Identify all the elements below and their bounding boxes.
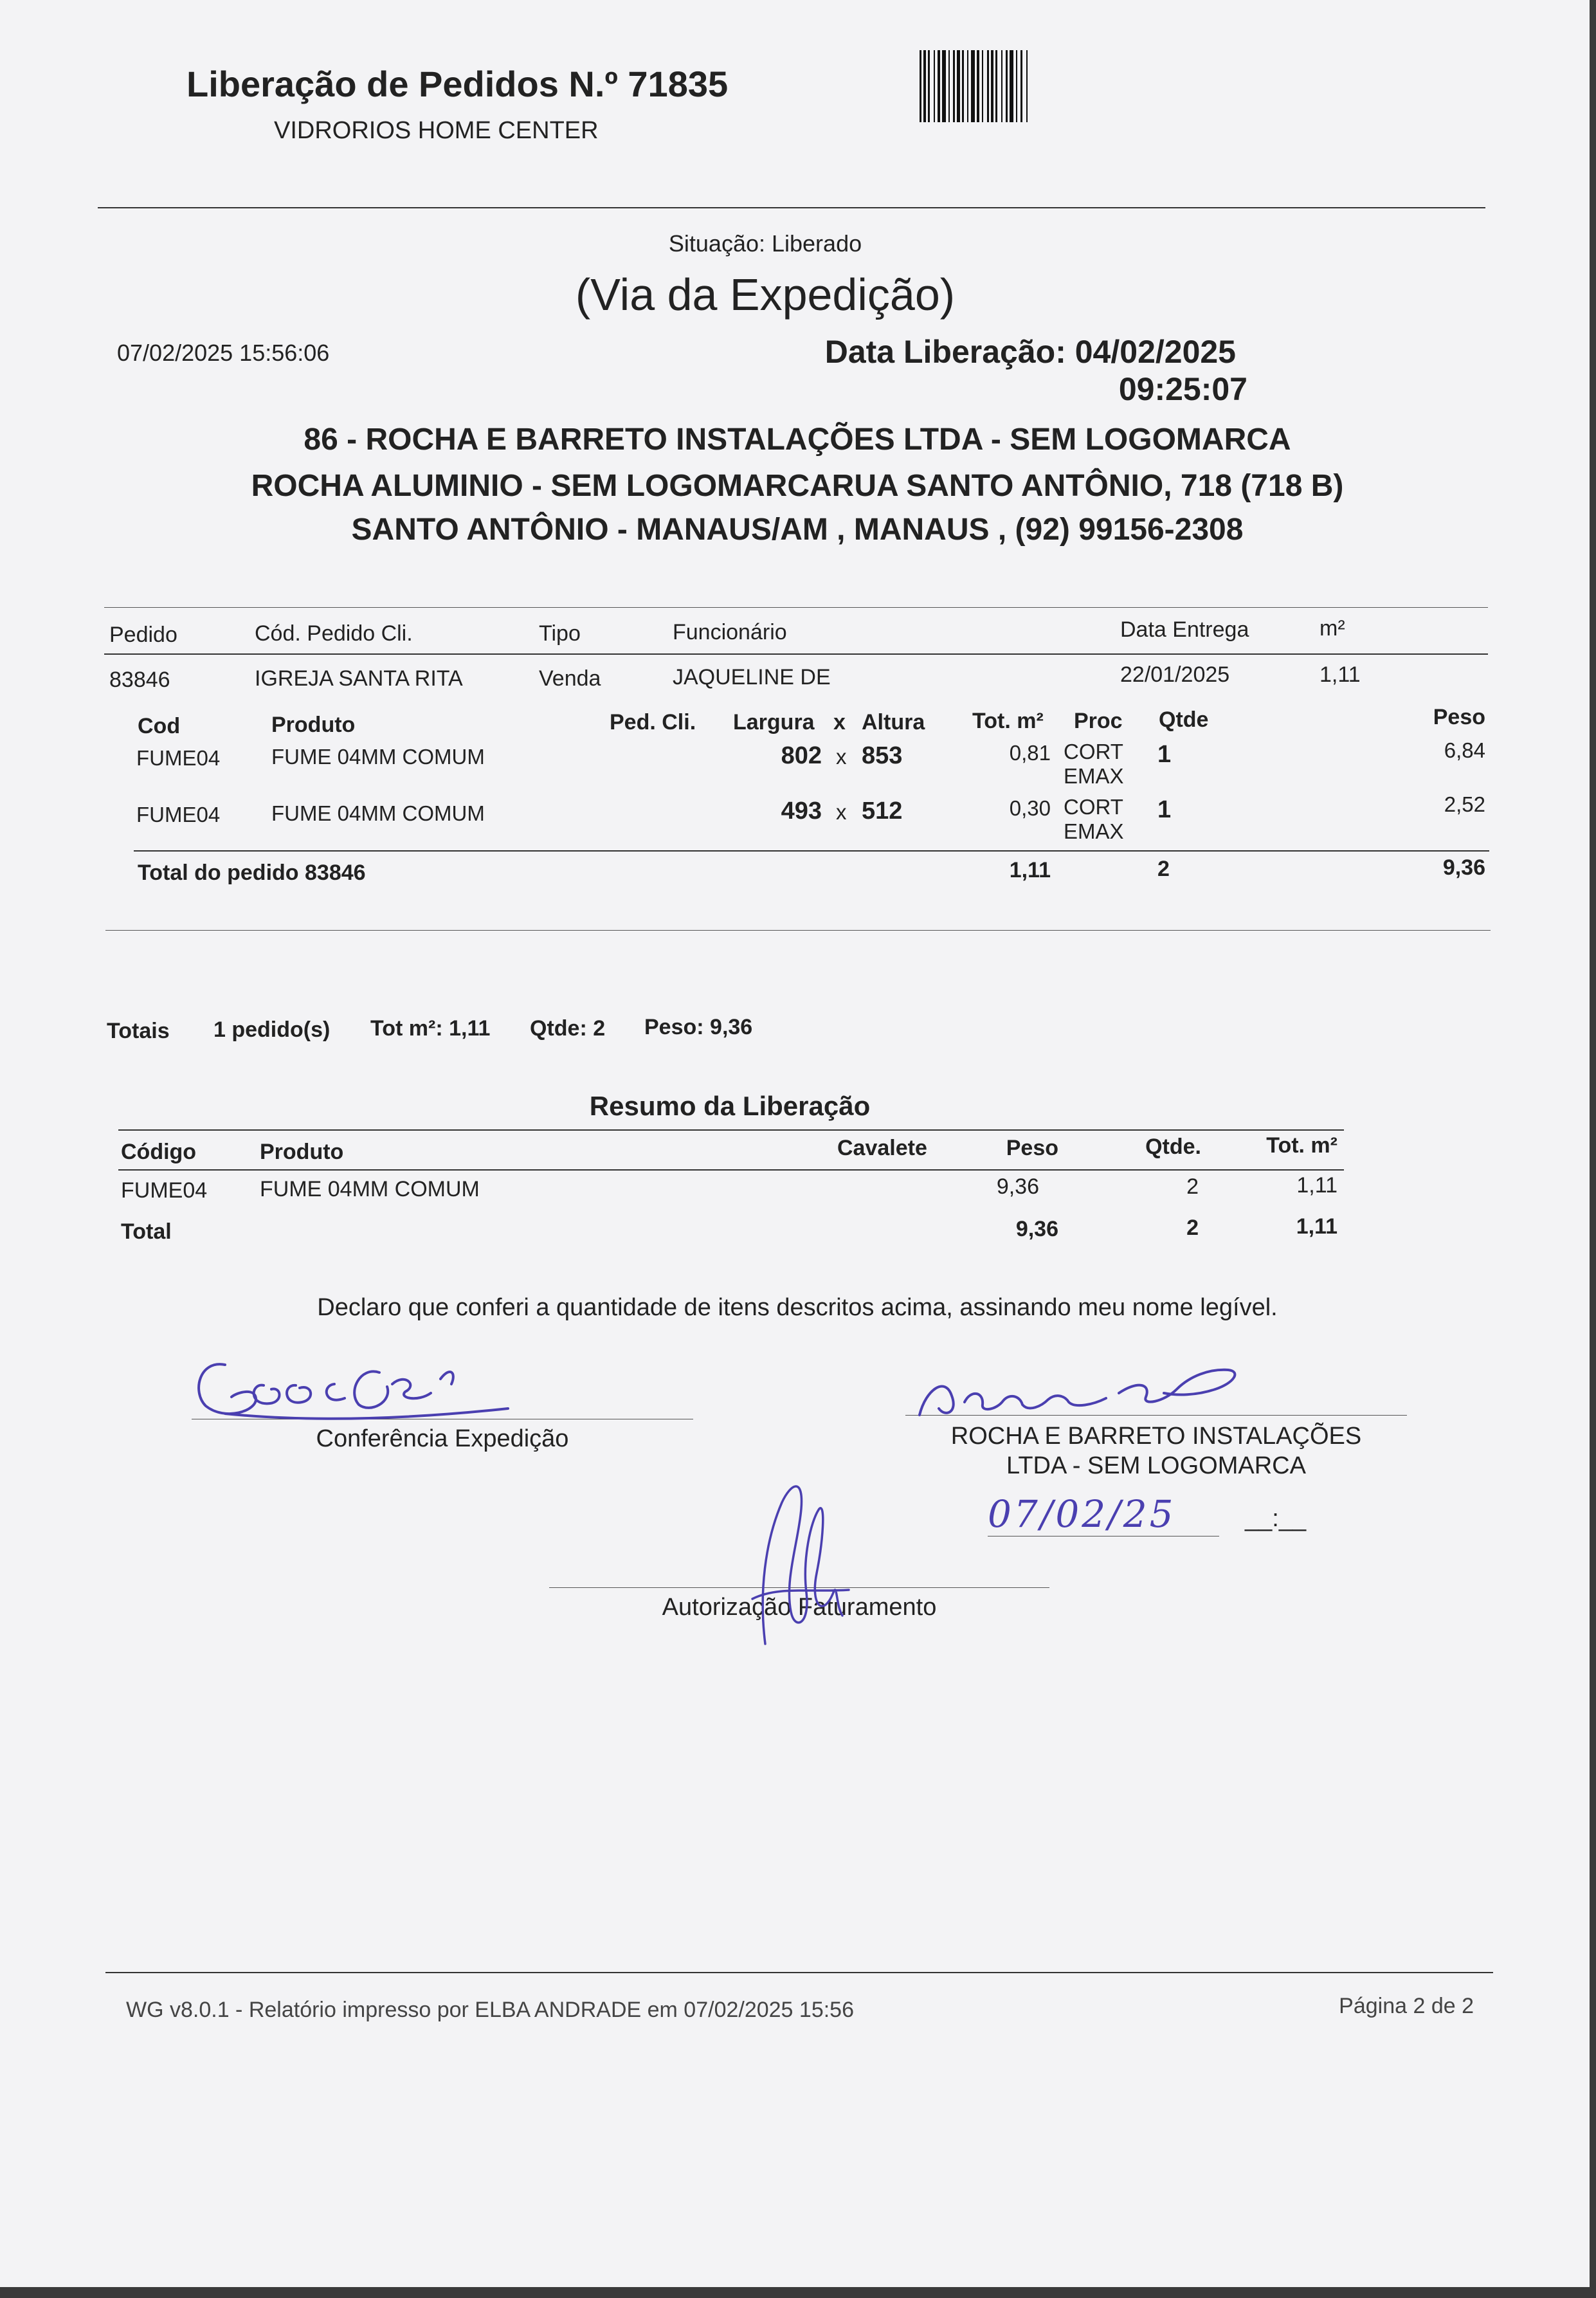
- summary-header-tot-m2: Tot. m²: [1266, 1133, 1338, 1158]
- signature-expedicao-scribble: [186, 1347, 521, 1430]
- signature-faturamento-scribble: [739, 1464, 855, 1657]
- summary-total-label: Total: [121, 1219, 172, 1244]
- items-total-border: [134, 850, 1489, 852]
- order-section-bottom-border: [105, 930, 1491, 931]
- summary-row-qtde: 2: [1186, 1174, 1199, 1199]
- items-header-tot-m2: Tot. m²: [972, 709, 1044, 733]
- item-produto: FUME 04MM COMUM: [271, 745, 485, 769]
- document-title: Liberação de Pedidos N.º 71835: [186, 64, 729, 104]
- client-signature-line-2: LTDA - SEM LOGOMARCA: [1006, 1452, 1306, 1479]
- items-header-x: x: [833, 710, 846, 734]
- col-header-funcionario: Funcionário: [673, 620, 787, 644]
- items-header-peso: Peso: [1433, 705, 1485, 729]
- totals-m2: Tot m²: 1,11: [370, 1016, 491, 1041]
- summary-header-produto: Produto: [260, 1140, 344, 1164]
- item-proc-emax: EMAX: [1064, 819, 1124, 843]
- item-qtde: 1: [1157, 741, 1172, 768]
- order-total-label: Total do pedido 83846: [138, 861, 366, 885]
- col-header-tipo: Tipo: [539, 621, 581, 646]
- items-header-ped-cli: Ped. Cli.: [610, 710, 696, 734]
- company-name: VIDRORIOS HOME CENTER: [274, 117, 599, 144]
- col-header-data-entrega: Data Entrega: [1120, 617, 1249, 642]
- items-header-cod: Cod: [138, 714, 181, 738]
- client-signature-line-1: ROCHA E BARRETO INSTALAÇÕES: [950, 1423, 1362, 1450]
- order-funcionario: JAQUELINE DE: [673, 665, 831, 689]
- footer-printed-by: WG v8.0.1 - Relatório impresso por ELBA ANDRADE em 07/02/2025 15:56: [126, 1998, 854, 2022]
- item-tot-m2: 0,81: [1009, 741, 1051, 765]
- order-m2: 1,11: [1319, 662, 1361, 687]
- order-pedido: 83846: [109, 668, 170, 692]
- summary-total-qtde: 2: [1186, 1216, 1199, 1240]
- order-cod-cli: IGREJA SANTA RITA: [255, 666, 463, 691]
- release-time: 09:25:07: [1118, 371, 1247, 407]
- item-altura: 853: [862, 742, 903, 769]
- summary-top-border: [118, 1129, 1344, 1131]
- item-proc-cort: CORT: [1064, 740, 1123, 763]
- order-total-peso: 9,36: [1442, 855, 1485, 880]
- item-x: x: [836, 745, 847, 769]
- footer-page-number: Página 2 de 2: [1339, 1994, 1474, 2018]
- summary-row-peso: 9,36: [996, 1174, 1039, 1199]
- totals-label: Totais: [107, 1019, 170, 1043]
- col-header-m2: m²: [1319, 616, 1345, 641]
- client-line-3: SANTO ANTÔNIO - MANAUS/AM , MANAUS , (92) 99156-2308: [351, 513, 1244, 547]
- items-header-qtde: Qtde: [1159, 707, 1209, 732]
- item-produto: FUME 04MM COMUM: [271, 801, 485, 825]
- header-divider: [98, 207, 1485, 208]
- client-line-1: 86 - ROCHA E BARRETO INSTALAÇÕES LTDA - SEM LOGOMARCA: [304, 423, 1291, 457]
- summary-total-tot-m2: 1,11: [1296, 1214, 1338, 1239]
- signature-client-scribble: [907, 1351, 1267, 1421]
- totals-qtde: Qtde: 2: [530, 1016, 606, 1041]
- footer-divider: [105, 1972, 1493, 1973]
- items-header-altura: Altura: [862, 710, 925, 734]
- order-table-header-border: [104, 653, 1488, 655]
- summary-row-codigo: FUME04: [121, 1178, 208, 1203]
- summary-title: Resumo da Liberação: [589, 1091, 871, 1121]
- items-header-proc: Proc: [1074, 709, 1123, 733]
- date-line: [988, 1536, 1219, 1537]
- summary-header-codigo: Código: [121, 1140, 197, 1164]
- items-header-produto: Produto: [271, 713, 356, 737]
- order-total-qtde: 2: [1157, 857, 1170, 881]
- time-blank: __:__: [1245, 1505, 1307, 1532]
- via-label: (Via da Expedição): [575, 269, 956, 320]
- expedicao-label: Conferência Expedição: [316, 1425, 569, 1452]
- item-cod: FUME04: [136, 746, 221, 770]
- handwritten-date: 07/02/25: [988, 1492, 1176, 1536]
- totals-peso: Peso: 9,36: [644, 1015, 753, 1039]
- item-peso: 6,84: [1444, 738, 1485, 762]
- faturamento-label: Autorização Faturamento: [662, 1594, 937, 1621]
- summary-total-peso: 9,36: [1015, 1217, 1058, 1241]
- item-cod: FUME04: [136, 803, 221, 826]
- col-header-pedido: Pedido: [109, 623, 177, 647]
- client-line-2: ROCHA ALUMINIO - SEM LOGOMARCARUA SANTO ANTÔNIO, 718 (718 B): [251, 469, 1344, 503]
- order-total-m2: 1,11: [1009, 858, 1051, 882]
- order-data-entrega: 22/01/2025: [1120, 662, 1230, 687]
- item-largura: 493: [781, 798, 822, 825]
- order-tipo: Venda: [539, 666, 601, 691]
- release-date: Data Liberação: 04/02/2025: [824, 334, 1236, 370]
- summary-header-cavalete: Cavalete: [837, 1136, 927, 1160]
- declaration-text: Declaro que conferi a quantidade de itens descritos acima, assinando meu nome legível.: [317, 1294, 1278, 1321]
- item-tot-m2: 0,30: [1009, 796, 1051, 820]
- summary-header-border: [118, 1169, 1344, 1171]
- col-header-cod-cli: Cód. Pedido Cli.: [255, 621, 413, 646]
- item-altura: 512: [862, 798, 903, 825]
- totals-pedidos: 1 pedido(s): [213, 1017, 331, 1042]
- summary-row-produto: FUME 04MM COMUM: [260, 1177, 480, 1201]
- summary-header-peso: Peso: [1006, 1136, 1058, 1160]
- summary-row-tot-m2: 1,11: [1296, 1173, 1338, 1198]
- item-qtde: 1: [1157, 796, 1172, 823]
- item-proc-emax: EMAX: [1064, 764, 1124, 788]
- order-table-top-border: [104, 607, 1488, 608]
- item-peso: 2,52: [1444, 792, 1485, 816]
- items-header-largura: Largura: [733, 710, 815, 734]
- printed-datetime: 07/02/2025 15:56:06: [117, 340, 330, 366]
- barcode: [918, 50, 1164, 122]
- item-proc-cort: CORT: [1064, 795, 1123, 819]
- summary-header-qtde: Qtde.: [1145, 1135, 1201, 1159]
- status-text: Situação: Liberado: [668, 230, 862, 257]
- item-x: x: [836, 800, 847, 824]
- item-largura: 802: [781, 742, 822, 769]
